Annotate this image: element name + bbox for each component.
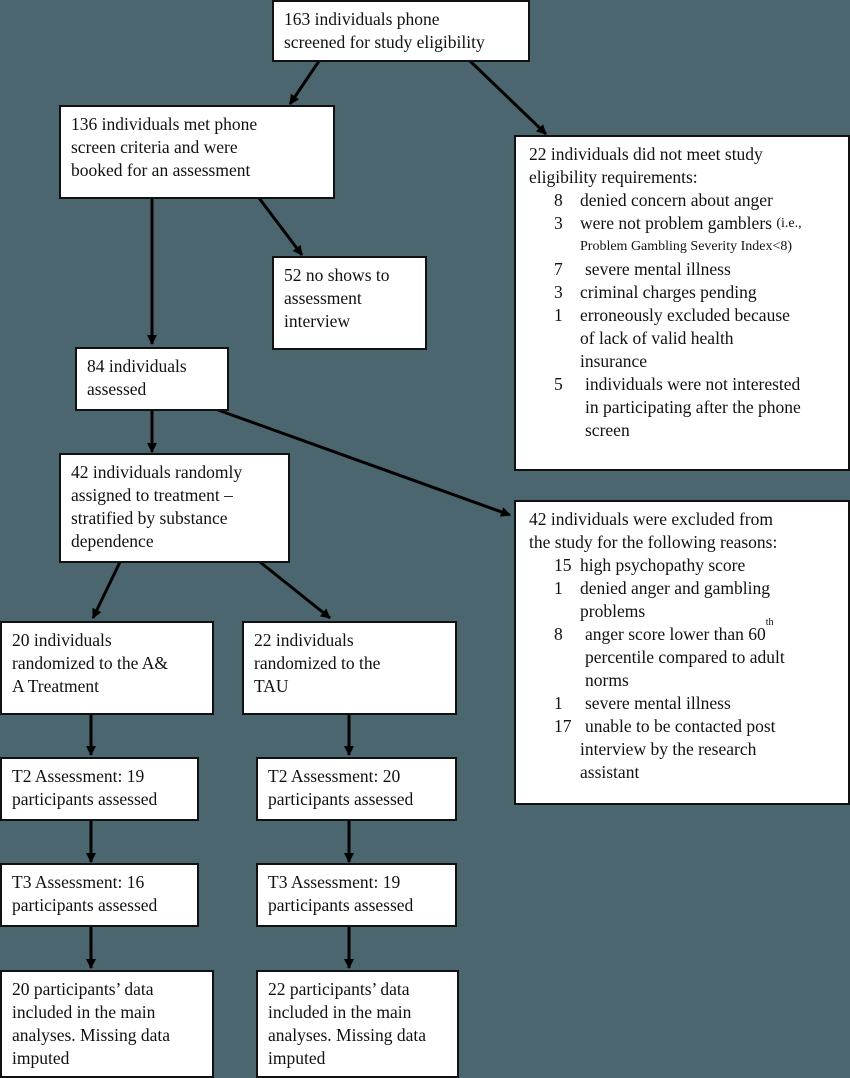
reason-text: assistant bbox=[580, 762, 640, 782]
node-randomized bbox=[59, 453, 290, 563]
node-met-criteria bbox=[59, 105, 335, 199]
node-text: 22 individuals bbox=[254, 630, 354, 650]
reason-count: 5 bbox=[554, 374, 563, 394]
reason-item bbox=[554, 577, 838, 600]
node-text: imputed bbox=[268, 1048, 326, 1068]
reason-count: 1 bbox=[554, 693, 563, 713]
node-text: T2 Assessment: 19 bbox=[12, 766, 145, 786]
arrow-randomized-to-aa bbox=[93, 562, 120, 618]
reason-text: in participating after the phone bbox=[585, 397, 801, 417]
reason-text: high psychopathy score bbox=[580, 555, 746, 575]
arrow-met-to-no-shows bbox=[259, 198, 302, 255]
reason-note: (i.e., bbox=[776, 216, 802, 231]
node-aa-final bbox=[0, 970, 214, 1078]
node-text: T3 Assessment: 16 bbox=[12, 872, 145, 892]
node-text: assessment bbox=[284, 288, 362, 308]
reason-count: 8 bbox=[554, 624, 563, 644]
node-text: 20 individuals bbox=[12, 630, 112, 650]
reason-item bbox=[554, 373, 838, 396]
node-tau-group bbox=[242, 621, 457, 715]
node-header: the study for the following reasons: bbox=[529, 532, 778, 552]
reason-text: interview by the research bbox=[580, 739, 757, 759]
node-tau-final bbox=[256, 970, 459, 1078]
node-text: 84 individuals bbox=[87, 356, 187, 376]
arrow-randomized-to-tau bbox=[260, 562, 330, 618]
node-screened bbox=[272, 0, 530, 62]
node-text: T2 Assessment: 20 bbox=[268, 766, 401, 786]
node-text: analyses. Missing data bbox=[268, 1025, 426, 1045]
node-text: randomized to the A& bbox=[12, 653, 169, 673]
reason-note: Problem Gambling Severity Index<8) bbox=[580, 239, 793, 254]
reason-item bbox=[554, 554, 838, 577]
reason-item bbox=[554, 281, 838, 304]
reason-text: severe mental illness bbox=[585, 259, 731, 279]
node-text: 20 participants’ data bbox=[12, 979, 154, 999]
node-text: 52 no shows to bbox=[284, 265, 390, 285]
reason-text: insurance bbox=[580, 351, 648, 371]
reason-text: were not problem gamblers bbox=[580, 213, 772, 233]
superscript: th bbox=[765, 617, 774, 628]
arrow-screened-to-met bbox=[290, 61, 319, 104]
node-header: 22 individuals did not meet study bbox=[529, 144, 763, 164]
reason-item bbox=[554, 189, 838, 212]
arrow-screened-to-not-eligible bbox=[470, 61, 546, 134]
node-text: 163 individuals phone bbox=[284, 9, 440, 29]
reason-text: anger score lower than 60 bbox=[585, 624, 766, 644]
reason-item bbox=[554, 617, 838, 646]
node-text: participants assessed bbox=[12, 789, 158, 809]
reason-text: percentile compared to adult bbox=[585, 647, 785, 667]
reason-count: 15 bbox=[554, 555, 572, 575]
node-aa-t2 bbox=[0, 757, 199, 821]
reason-text: norms bbox=[585, 670, 629, 690]
node-not-eligible bbox=[514, 135, 850, 471]
node-text: booked for an assessment bbox=[71, 160, 251, 180]
node-text: assessed bbox=[87, 379, 147, 399]
node-text: participants assessed bbox=[12, 895, 158, 915]
reason-text: denied concern about anger bbox=[580, 190, 773, 210]
reason-count: 1 bbox=[554, 305, 563, 325]
node-no-shows bbox=[272, 256, 427, 350]
reason-text: individuals were not interested bbox=[585, 374, 801, 394]
node-text: screened for study eligibility bbox=[284, 32, 485, 52]
node-text: randomized to the bbox=[254, 653, 381, 673]
node-text: assigned to treatment – bbox=[71, 485, 233, 505]
reason-count: 3 bbox=[554, 213, 563, 233]
reason-count: 1 bbox=[554, 578, 563, 598]
node-text: interview bbox=[284, 311, 351, 331]
reason-text: screen bbox=[585, 420, 630, 440]
reason-count: 7 bbox=[554, 259, 563, 279]
reason-item bbox=[554, 212, 838, 235]
reason-text: unable to be contacted post bbox=[585, 716, 776, 736]
node-text: analyses. Missing data bbox=[12, 1025, 170, 1045]
node-text: stratified by substance bbox=[71, 508, 228, 528]
reason-count: 17 bbox=[554, 716, 572, 736]
node-text: imputed bbox=[12, 1048, 70, 1068]
node-text: TAU bbox=[254, 676, 289, 696]
reason-text: criminal charges pending bbox=[580, 282, 757, 302]
reason-item bbox=[554, 692, 838, 715]
node-text: 136 individuals met phone bbox=[71, 114, 258, 134]
node-text: dependence bbox=[71, 531, 154, 551]
node-aa-group bbox=[0, 621, 214, 715]
reason-item bbox=[554, 304, 838, 327]
node-text: 22 participants’ data bbox=[268, 979, 410, 999]
node-text: A Treatment bbox=[12, 676, 100, 696]
reason-item bbox=[554, 258, 838, 281]
reason-text: problems bbox=[580, 601, 646, 621]
node-text: screen criteria and were bbox=[71, 137, 238, 157]
reason-count: 8 bbox=[554, 190, 563, 210]
node-text: included in the main bbox=[12, 1002, 156, 1022]
node-tau-t3 bbox=[256, 863, 457, 927]
reason-count: 3 bbox=[554, 282, 563, 302]
node-text: 42 individuals randomly bbox=[71, 462, 243, 482]
reason-text: of lack of valid health bbox=[580, 328, 734, 348]
node-text: participants assessed bbox=[268, 789, 414, 809]
node-excluded bbox=[514, 500, 850, 805]
reason-text: erroneously excluded because bbox=[580, 305, 790, 325]
node-text: included in the main bbox=[268, 1002, 412, 1022]
reason-text: severe mental illness bbox=[585, 693, 731, 713]
reason-text: denied anger and gambling bbox=[580, 578, 771, 598]
node-text: participants assessed bbox=[268, 895, 414, 915]
node-header: eligibility requirements: bbox=[529, 167, 698, 187]
reason-item bbox=[554, 715, 838, 738]
node-assessed bbox=[75, 347, 229, 411]
node-header: 42 individuals were excluded from bbox=[529, 509, 773, 529]
node-tau-t2 bbox=[256, 757, 457, 821]
node-aa-t3 bbox=[0, 863, 199, 927]
node-text: T3 Assessment: 19 bbox=[268, 872, 401, 892]
